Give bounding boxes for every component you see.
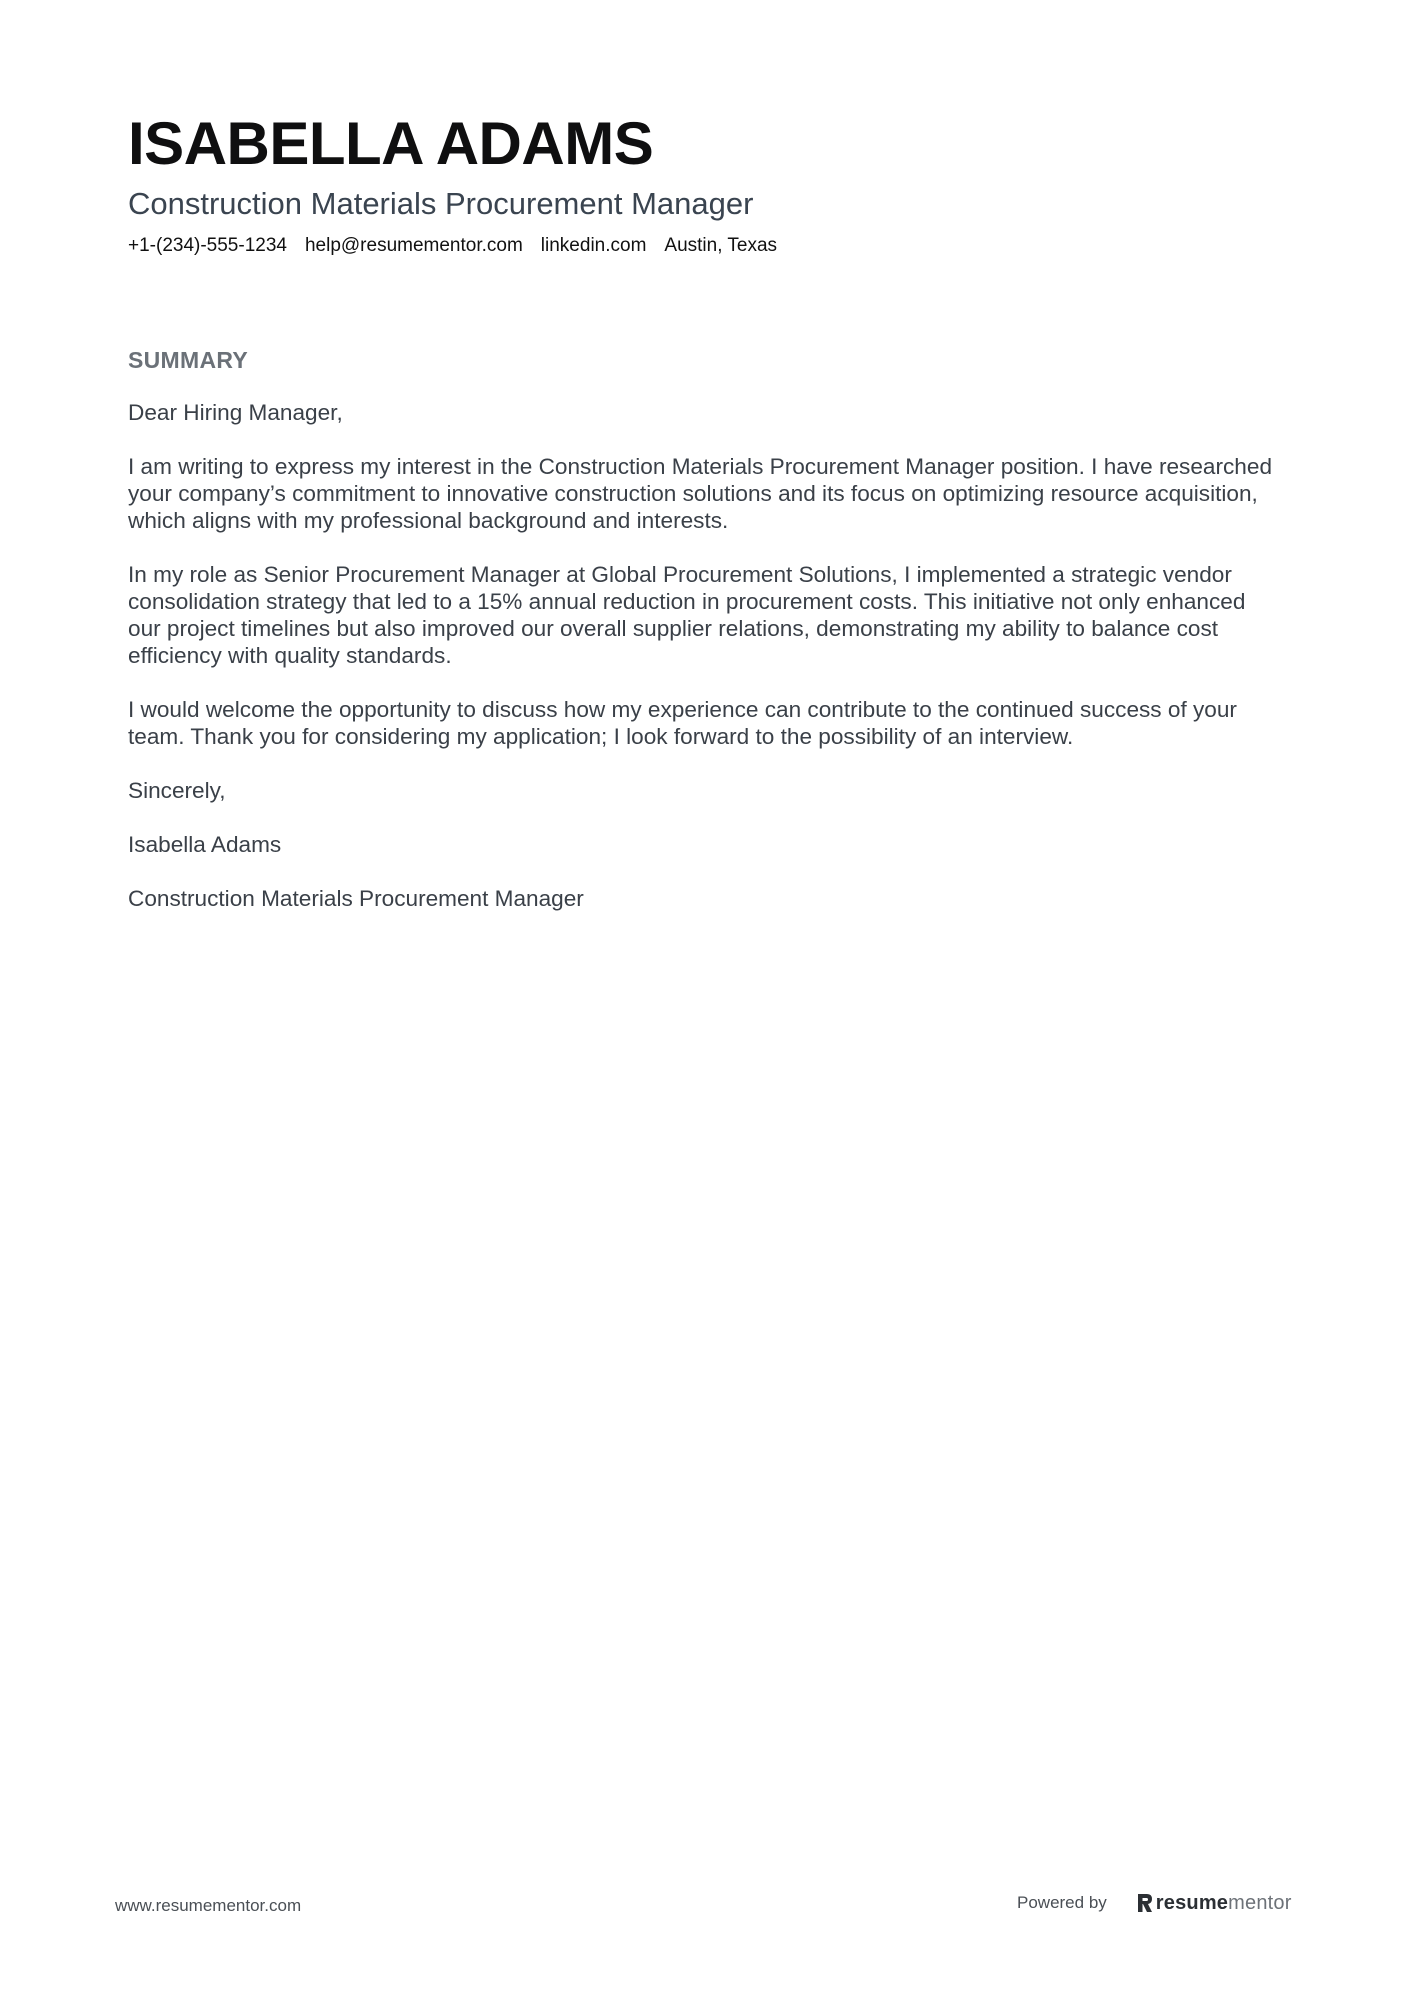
letter-paragraph-3: I would welcome the opportunity to discuss how my experience can contribute to the continued success of your team. Thank you for considering my application; I look forward to the possibility of an interview. — [128, 697, 1237, 749]
letter-salutation: Dear Hiring Manager, — [128, 400, 343, 425]
letter-paragraph-1: I am writing to express my interest in the Construction Materials Procurement Manager position. I have researched your company’s commitment to innovative construction solutions and its focus on optimizing resource acquisition, which aligns with my professional background and interests. — [128, 454, 1273, 533]
contact-phone: +1-(234)-555-1234 — [128, 235, 287, 256]
powered-by — [1017, 1891, 1292, 1915]
footer-website: www.resumementor.com — [115, 1896, 302, 1915]
summary-heading: SUMMARY — [128, 347, 249, 373]
powered-by-label: Powered by — [1017, 1893, 1107, 1912]
letter-closing: Sincerely, — [128, 778, 226, 803]
contact-info — [128, 233, 777, 259]
brand-wordmark — [1156, 1891, 1292, 1915]
brand-wordmark-mentor: mentor — [1228, 1892, 1292, 1914]
brand-logo — [1137, 1891, 1292, 1915]
letter-body — [128, 399, 1283, 939]
letter-signature-title: Construction Materials Procurement Manager — [128, 886, 584, 911]
contact-email: help@resumementor.com — [304, 235, 523, 256]
resumementor-logo-icon — [1137, 1893, 1153, 1913]
applicant-name: ISABELLA ADAMS — [128, 110, 654, 177]
letter-paragraph-2: In my role as Senior Procurement Manager at Global Procurement Solutions, I implemented a strategic vendor consolidation strategy that led to a 15% annual reduction in procurement costs. This initiative not only enhanced our project timelines but also improved our overall supplier relations, demonstrating my ability to balance cost efficiency with quality standards. — [128, 562, 1246, 668]
brand-wordmark-resume: resume — [1155, 1892, 1229, 1914]
contact-location: Austin, Texas — [664, 235, 778, 256]
letter-signature-name: Isabella Adams — [128, 832, 282, 857]
contact-linkedin: linkedin.com — [540, 235, 647, 256]
applicant-job-title: Construction Materials Procurement Manager — [128, 186, 754, 221]
